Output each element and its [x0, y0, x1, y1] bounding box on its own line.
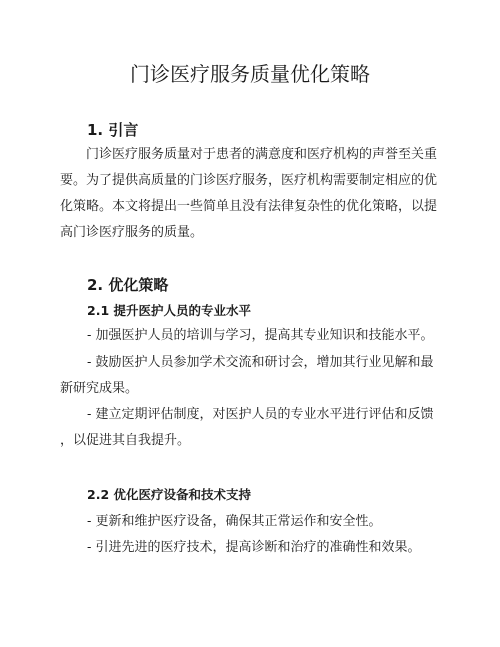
- document-title: 门诊医疗服务质量优化策略: [130, 62, 370, 86]
- paragraph-line: 高门诊医疗服务的质量。: [60, 225, 204, 240]
- paragraph-line: 化策略。本文将提出一些简单且没有法律复杂性的优化策略，以提: [60, 199, 438, 214]
- list-item-continuation: 新研究成果。: [60, 381, 139, 396]
- list-item: - 引进先进的医疗技术，提高诊断和治疗的准确性和效果。: [87, 540, 421, 555]
- paragraph-line: 门诊医疗服务质量对于患者的满意度和医疗机构的声誉至关重: [86, 147, 438, 162]
- section-heading-strategies: 2. 优化策略: [87, 276, 169, 294]
- list-item: - 建立定期评估制度，对医护人员的专业水平进行评估和反馈: [87, 407, 434, 422]
- list-item: - 鼓励医护人员参加学术交流和研讨会，增加其行业见解和最: [87, 355, 434, 370]
- list-item: - 更新和维护医疗设备，确保其正常运作和安全性。: [87, 514, 382, 529]
- paragraph-line: 要。为了提供高质量的门诊医疗服务，医疗机构需要制定相应的优: [60, 173, 438, 188]
- list-item-continuation: ，以促进其自我提升。: [60, 433, 191, 448]
- subsection-heading-equipment: 2.2 优化医疗设备和技术支持: [87, 487, 251, 502]
- list-item: - 加强医护人员的培训与学习，提高其专业知识和技能水平。: [87, 328, 434, 343]
- subsection-heading-staff: 2.1 提升医护人员的专业水平: [87, 303, 251, 318]
- section-heading-introduction: 1. 引言: [87, 121, 139, 139]
